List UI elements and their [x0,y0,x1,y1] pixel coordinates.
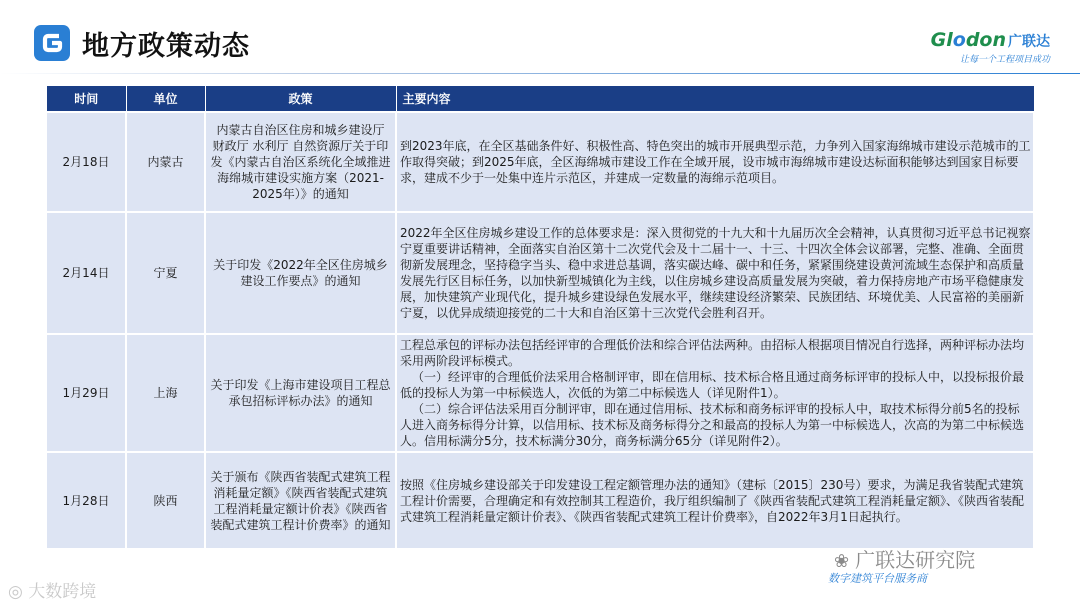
brand-wordmark: Glodon [930,29,1006,51]
brand-slogan: 让每一个工程项目成功 [959,55,1050,65]
cell-content [396,334,1034,452]
cell-content [396,452,1034,548]
table-row [47,452,1034,548]
content-paragraph: 按照《住房城乡建设部关于印发建设工程定额管理办法的通知》（建标〔2015〕230号）要求，为满足我省装配式建筑工程计价需要，合理确定和有效控制其工程造价，我厅组织编制了《陕西省装配式建筑工程消耗量定额》、《陕西省装配式建筑工程消耗量定额计价表》、《陕西省装配式建筑工程计价费率》，自2022年3月1日起执行。 [400,477,1025,524]
content-paragraph: （二）综合评估法采用百分制评审，即在通过信用标、技术标和商务标评审的投标人中，取技术标得分前5名的投标人进入商务标得分计算，以信用标、技术标及商务标得分之和最高的投标人为第一中标候选人，次高的为第二中标候选人。信用标满分5分，技术标满分30分，商务标满分65分（详见附件2）。 [400,402,1025,448]
cell-unit: 宁夏 [126,212,205,334]
policy-table [47,86,1034,548]
table-row [47,212,1034,334]
content-paragraph: 到2023年底，在全区基础条件好、积极性高、特色突出的城市开展典型示范，力争列入国家海绵城市建设示范城市的工作取得突破；到2025年底，全区海绵城市建设工作在全域开展，设市城市海绵城市建设达标面积能够达到国家目标要求，建成不少于一处集中连片示范区，并建成一定数量的海绵示范项目。 [400,139,1031,185]
page-title: 地方政策动态 [82,31,250,62]
brand-logo-icon [34,25,70,61]
table-row [47,334,1034,452]
brand-logo [931,29,1050,65]
cell-content [396,112,1034,212]
source-logo-icon: ◎ [8,582,23,602]
cell-unit: 陕西 [126,452,205,548]
column-header-time: 时间 [47,86,126,112]
column-header-policy: 政策 [205,86,396,112]
title-divider [0,73,1080,74]
table-header-row [47,86,1034,112]
cell-policy: 关于颁布《陕西省装配式建筑工程消耗量定额》《陕西省装配式建筑工程消耗量定额计价表》《陕西省装配式建筑工程计价费率》的通知 [205,452,396,548]
content-paragraph: 工程总承包的评标办法包括经评审的合理低价法和综合评估法两种。由招标人根据项目情况自行选择，两种评标办法均采用两阶段评标模式。 [400,338,1025,368]
wechat-icon: ❀ [834,551,850,572]
cell-policy: 关于印发《2022年全区住房城乡建设工作要点》的通知 [205,212,396,334]
footer-slogan: 数字建筑平台服务商 [828,572,927,585]
column-header-content: 主要内容 [396,86,1034,112]
cell-unit: 上海 [126,334,205,452]
watermark-left: ◎ 大数跨境 [8,582,97,602]
brand-name-cn: 广联达 [1008,34,1050,50]
cell-content [396,212,1034,334]
cell-policy: 内蒙古自治区住房和城乡建设厅 财政厅 水利厅 自然资源厅关于印发《内蒙古自治区系统化全域推进海绵城市建设实施方案（2021-2025年）》的通知 [205,112,396,212]
content-paragraph: （一）经评审的合理低价法采用合格制评审，即在信用标、技术标合格且通过商务标评审的投标人中，以投标报价最低的投标人为第一中标候选人，次低的为第二中标候选人（详见附件1）。 [400,370,1025,400]
content-paragraph: 2022年全区住房城乡建设工作的总体要求是：深入贯彻党的十九大和十九届历次全会精神，认真贯彻习近平总书记视察宁夏重要讲话精神，全面落实自治区第十二次党代会及十二届十一、十三、十四次全体会议部署，完整、准确、全面贯彻新发展理念，坚持稳字当头、稳中求进总基调，落实碳达峰、碳中和任务，紧紧围绕建设黄河流域生态保护和高质量发展先行区目标任务，以加快新型城镇化为主线，以住房城乡建设高质量发展为突破，着力保持房地产市场平稳健康发展，加快建筑产业现代化，提升城乡建设绿色发展水平，继续建设经济繁荣、民族团结、环境优美、人民富裕的美丽新宁夏，以优异成绩迎接党的二十大和自治区第十三次党代会胜利召开。 [400,226,1031,320]
cell-date: 1月28日 [47,452,126,548]
cell-unit: 内蒙古 [126,112,205,212]
cell-date: 2月14日 [47,212,126,334]
cell-date: 2月18日 [47,112,126,212]
cell-date: 1月29日 [47,334,126,452]
column-header-unit: 单位 [126,86,205,112]
table-row [47,112,1034,212]
watermark-right: ❀ 广联达研究院 [834,548,976,572]
cell-policy: 关于印发《上海市建设项目工程总承包招标评标办法》的通知 [205,334,396,452]
